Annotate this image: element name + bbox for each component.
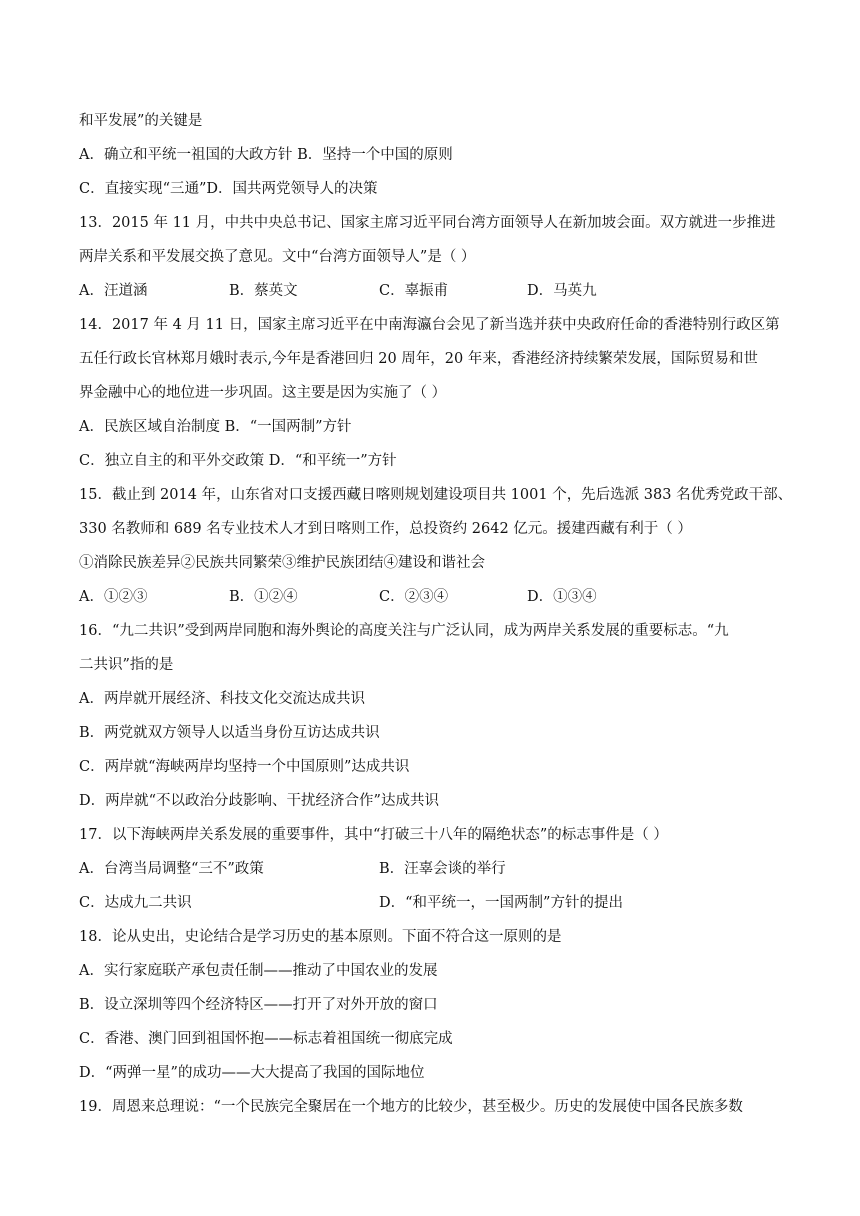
q12-options-ab: A．确立和平统一祖国的大政方针 B．坚持一个中国的原则: [79, 147, 453, 163]
q14-stem-line1: 14．2017 年 4 月 11 日，国家主席习近平在中南海瀛台会见了新当选并获中央政府任命的香港特别行政区第: [79, 317, 780, 333]
q17-stem: 17．以下海峡两岸关系发展的重要事件，其中“打破三十八年的隔绝状态”的标志事件是（ ）: [79, 827, 668, 843]
q13-option-a: A．汪道涵: [79, 283, 148, 299]
q13-option-d: D．马英九: [527, 283, 597, 299]
q16-stem-line1: 16．“九二共识”受到两岸同胞和海外舆论的高度关注与广泛认同，成为两岸关系发展的重要标志。“九: [79, 623, 729, 639]
q19-stem-line1: 19．周恩来总理说：“一个民族完全聚居在一个地方的比较少，甚至极少。历史的发展使中国各民族多数: [79, 1099, 743, 1115]
q13-option-c: C．辜振甫: [379, 283, 449, 299]
q15-options: [79, 587, 800, 607]
q17-options-cd: [79, 893, 800, 913]
q17-option-b: B．汪辜会谈的举行: [379, 861, 506, 877]
q13-options: [79, 281, 800, 301]
q14-stem-line3: 界金融中心的地位进一步巩固。这主要是因为实施了（ ）: [79, 385, 447, 401]
q18-option-c: C．香港、澳门回到祖国怀抱——标志着祖国统一彻底完成: [79, 1031, 453, 1047]
q15-option-c: C．②③④: [379, 589, 449, 605]
q15-option-a: A．①②③: [79, 589, 148, 605]
q17-option-d: D．“和平统一，一国两制”方针的提出: [379, 895, 623, 911]
q15-stem-line1: 15．截止到 2014 年，山东省对口支援西藏日喀则规划建设项目共 1001 个，先后选派 383 名优秀党政干部、: [79, 487, 793, 503]
q14-options-cd: C．独立自主的和平外交政策 D．“和平统一”方针: [79, 453, 397, 469]
q13-stem-line2: 两岸关系和平发展交换了意见。文中“台湾方面领导人”是（ ）: [79, 249, 476, 265]
q18-option-b: B．设立深圳等四个经济特区——打开了对外开放的窗口: [79, 997, 438, 1013]
q16-option-c: C．两岸就“海峡两岸均坚持一个中国原则”达成共识: [79, 759, 410, 775]
q18-stem: 18．论从史出，史论结合是学习历史的基本原则。下面不符合这一原则的是: [79, 929, 562, 945]
q15-option-d: D．①③④: [527, 589, 597, 605]
q15-stem-line2: 330 名教师和 689 名专业技术人才到日喀则工作，总投资约 2642 亿元。援建西藏有利于（ ）: [79, 521, 692, 537]
q17-options-ab: [79, 859, 800, 879]
q16-option-d: D．两岸就“不以政治分歧影响、干扰经济合作”达成共识: [79, 793, 439, 809]
q17-option-c: C．达成九二共识: [79, 895, 192, 911]
q15-statements: ①消除民族差异②民族共同繁荣③维护民族团结④建设和谐社会: [79, 555, 485, 571]
q13-option-b: B．蔡英文: [229, 283, 298, 299]
q14-options-ab: A．民族区域自治制度 B．“一国两制”方针: [79, 419, 352, 435]
q13-stem-line1: 13．2015 年 11 月，中共中央总书记、国家主席习近平同台湾方面领导人在新加坡会面。双方就进一步推进: [79, 215, 776, 231]
q16-option-b: B．两党就双方领导人以适当身份互访达成共识: [79, 725, 380, 741]
q15-option-b: B．①②④: [229, 589, 298, 605]
q18-option-d: D．“两弹一星”的成功——大大提高了我国的国际地位: [79, 1065, 425, 1081]
q14-stem-line2: 五任行政长官林郑月娥时表示,今年是香港回归 20 周年，20 年来，香港经济持续繁荣发展，国际贸易和世: [79, 351, 758, 367]
q12-continuation: 和平发展”的关键是: [79, 113, 203, 129]
q17-option-a: A．台湾当局调整“三不”政策: [79, 861, 264, 877]
q16-option-a: A．两岸就开展经济、科技文化交流达成共识: [79, 691, 365, 707]
q16-stem-line2: 二共识”指的是: [79, 657, 174, 673]
q12-options-cd: C．直接实现“三通”D．国共两党领导人的决策: [79, 181, 378, 197]
q18-option-a: A．实行家庭联产承包责任制——推动了中国农业的发展: [79, 963, 438, 979]
